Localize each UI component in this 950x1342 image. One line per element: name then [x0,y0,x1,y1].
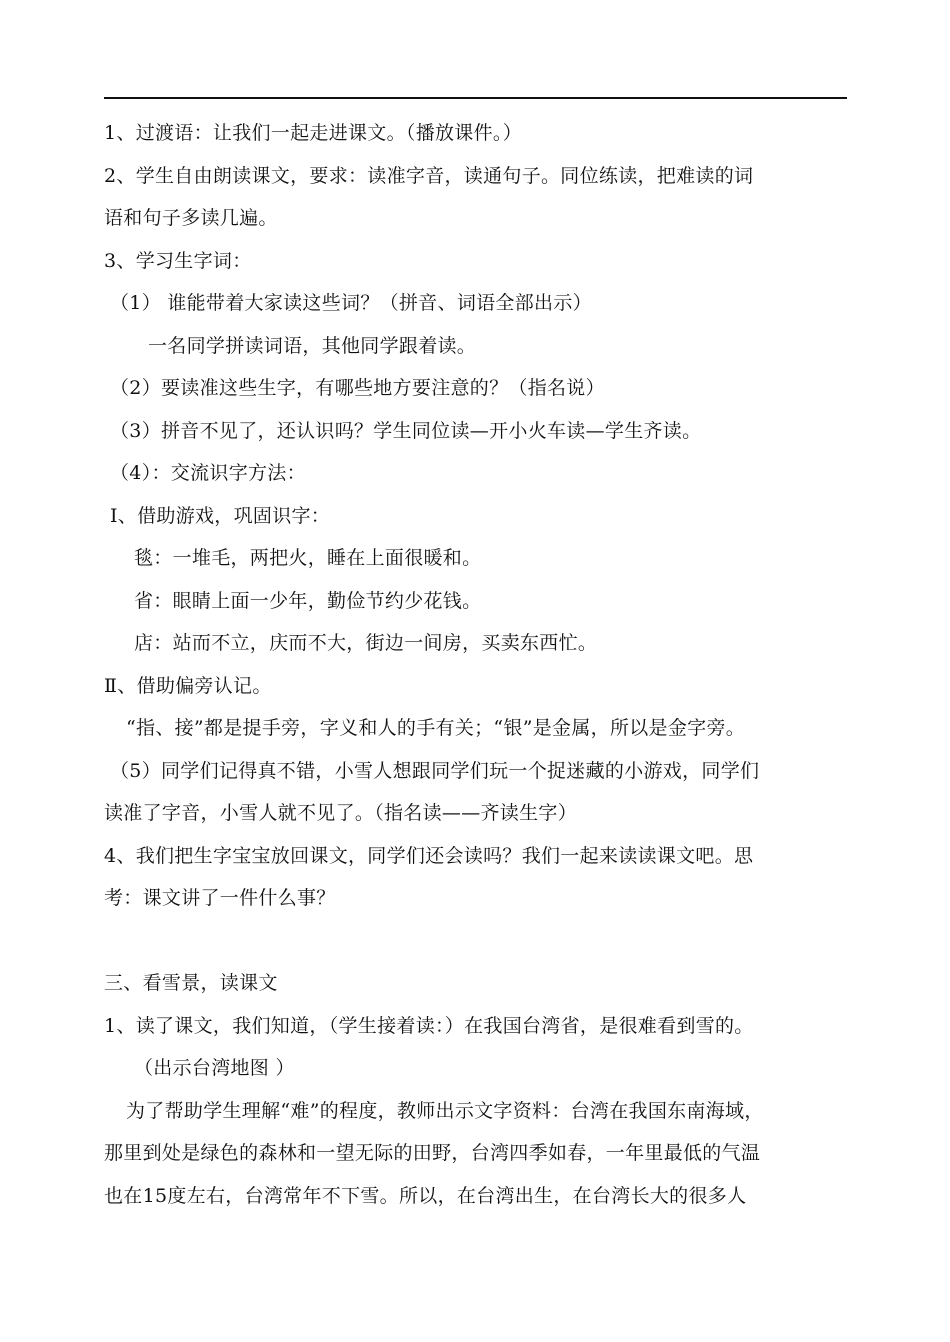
section-heading: 三、看雪景，读课文 [104,972,278,994]
blank-line [104,920,864,963]
text-line: Ⅰ、借助游戏，巩固识字： [110,504,331,527]
text-line: 2、学生自由朗读课文，要求：读准字音，读通句子。同位练读，把难读的词 [104,164,754,187]
text-line: 1、过渡语：让我们一起走进课文。（播放课件。） [104,122,522,144]
text-line: 1、读了课文，我们知道，（学生接着读：）在我国台湾省，是很难看到雪的。 [104,1014,754,1037]
text-line: 考：课文讲了一件什么事？ [104,887,336,909]
text-line: （4）：交流识字方法： [110,462,306,484]
text-line: 一名同学拼读词语，其他同学跟着读。 [148,334,477,357]
text-line: （1） 谁能带着大家读这些词？（拼音、词语全部出示） [110,292,592,314]
text-line: 3、学习生字词： [104,249,252,272]
document-body [104,112,864,1217]
text-line: （出示台湾地图 ） [134,1057,295,1079]
text-line: 也在15度左右，台湾常年不下雪。所以，在台湾出生，在台湾长大的很多人 [104,1184,747,1207]
text-line: 4、我们把生字宝宝放回课文，同学们还会读吗？我们一起来读读课文吧。思 [104,844,754,867]
text-line: （2）要读准这些生字，有哪些地方要注意的？（指名说） [110,377,605,399]
text-line: （5）同学们记得真不错，小雪人想跟同学们玩一个捉迷藏的小游戏，同学们 [110,759,760,782]
text-line: “指、接”都是提手旁，字义和人的手有关；“银”是金属，所以是金字旁。 [126,717,746,739]
text-line: 省：眼睛上面一少年，勤俭节约少花钱。 [134,589,482,612]
header-rule [104,97,847,99]
text-line: 语和句子多读几遍。 [104,207,278,229]
text-line: 读准了字音，小雪人就不见了。（指名读——齐读生字） [104,802,578,824]
text-line: （3）拼音不见了，还认识吗？学生同位读—开小火车读—学生齐读。 [110,419,702,442]
text-line: 那里到处是绿色的森林和一望无际的田野，台湾四季如春，一年里最低的气温 [104,1142,761,1164]
text-line: Ⅱ、借助偏旁认记。 [104,674,272,697]
text-line: 为了帮助学生理解“难”的程度，教师出示文字资料：台湾在我国东南海域， [126,1099,764,1122]
text-line: 店：站而不立，庆而不大，街边一间房，买卖东西忙。 [134,632,598,654]
text-line: 毯：一堆毛，两把火，睡在上面很暖和。 [134,547,482,569]
